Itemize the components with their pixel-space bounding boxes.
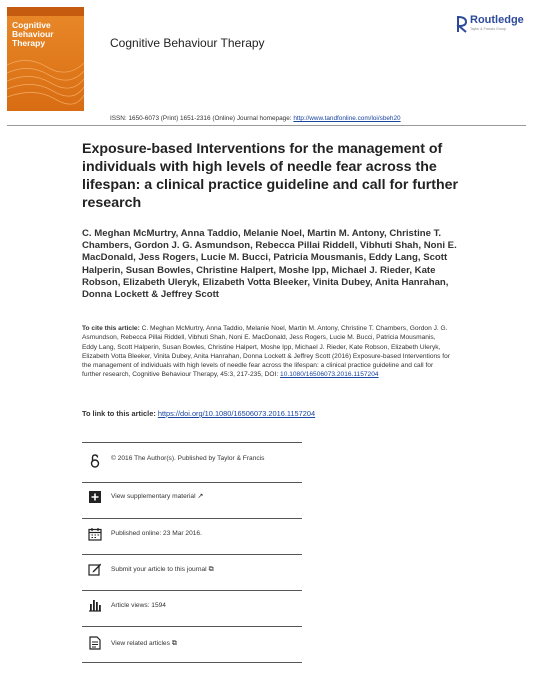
published-row: Published online: 23 Mar 2016.	[82, 520, 302, 548]
open-access-icon	[88, 454, 102, 468]
pencil-icon	[88, 562, 102, 576]
cover-title: Cognitive Behaviour Therapy	[12, 20, 54, 48]
citation-block	[82, 324, 452, 380]
external-link-icon: ⧉	[171, 640, 177, 647]
submit-row[interactable]	[82, 556, 302, 584]
article-title: Exposure-based Interventions for the management of individuals with high levels of needle fear across the lifespan: a clinical practice guideline and call for further research	[82, 141, 459, 211]
journal-name: Cognitive Behaviour Therapy	[110, 36, 265, 50]
row-divider	[82, 518, 302, 519]
citation-doi-link[interactable]: 10.1080/16506073.2016.1157204	[280, 371, 379, 379]
citation-body: C. Meghan McMurtry, Anna Taddio, Melanie Noel, Martin M. Antony, Christine T. Chambers, Gordon J. G. Asmundson, Rebecca Pillai Riddell, Vibhuti Shah, Noni E. MacDonald, Jess Rogers, Lucie M. Bucci, Patricia Mousmanis, Eddy Lang, Scott Halperin, Susan Bowles, Christine Halpert, Moshe Ipp, Michael J. Rieder, Kate Robson, Elizabeth Uleryk, Elizabeth Votta Bleeker, Vinita Dubey, Anita Hanrahan, Donna Lockett & Jeffrey Scott (2016) Exposure-based Interventions for the management of individuals with high levels of needle fear across the lifespan: a clinical practice guideline and call for further research, Cognitive Behaviour Therapy, 45:3, 217-235, DOI:	[82, 325, 451, 379]
row-divider	[82, 626, 302, 627]
article-link-line	[82, 409, 452, 418]
routledge-logo-icon	[455, 15, 469, 33]
related-articles-link[interactable]: View related articles	[111, 640, 170, 647]
cover-top-bar	[7, 7, 84, 16]
views-row: Article views: 1594	[82, 592, 302, 620]
bar-chart-icon	[88, 598, 102, 612]
article-doi-link[interactable]: https://doi.org/10.1080/16506073.2016.1157204	[157, 409, 316, 418]
open-access-row: © 2016 The Author(s). Published by Taylor & Francis	[82, 450, 302, 482]
journal-homepage-link[interactable]: http://www.tandfonline.com/loi/sbeh20	[293, 115, 401, 122]
submit-article-link[interactable]: Submit your article to this journal	[111, 566, 207, 573]
external-link-icon: ↗	[197, 493, 204, 500]
citation-label: To cite this article:	[82, 325, 142, 332]
plus-square-icon	[88, 490, 102, 504]
publisher-logo	[455, 14, 525, 40]
publisher-tagline: Taylor & Francis Group	[470, 27, 506, 31]
row-divider	[82, 554, 302, 555]
row-divider	[82, 482, 302, 483]
external-link-icon: ⧉	[208, 566, 214, 573]
cover-wave-pattern	[7, 55, 84, 111]
journal-cover-image	[7, 7, 84, 111]
row-divider	[82, 442, 302, 443]
link-label: To link to this article:	[82, 409, 158, 418]
author-list: C. Meghan McMurtry, Anna Taddio, Melanie Noel, Martin M. Antony, Christine T. Chambers, Gordon J. G. Asmundson, Rebecca Pillai Riddell, Vibhuti Shah, Noni E. MacDonald, Jess Rogers, Lucie M. Bucci, Patricia Mousmanis, Eddy Lang, Scott Halperin, Susan Bowles, Christine Halpert, Moshe Ipp, Michael J. Rieder, Kate Robson, Elizabeth Uleryk, Elizabeth Votta Bleeker, Vinita Dubey, Anita Hanrahan, Donna Lockett & Jeffrey Scott	[82, 228, 457, 301]
issn-line: ISSN: 1650-6073 (Print) 1651-2316 (Online) Journal homepage: http://www.tandfonline.com/loi/sbeh20	[110, 115, 401, 122]
publisher-name: Routledge	[470, 14, 524, 26]
related-row[interactable]	[82, 628, 302, 658]
row-divider	[82, 662, 302, 663]
document-icon	[88, 636, 102, 650]
header-divider	[7, 125, 526, 126]
supplementary-row[interactable]	[82, 484, 302, 510]
supplementary-link[interactable]: View supplementary material	[111, 493, 196, 500]
row-divider	[82, 590, 302, 591]
calendar-icon	[88, 527, 102, 541]
